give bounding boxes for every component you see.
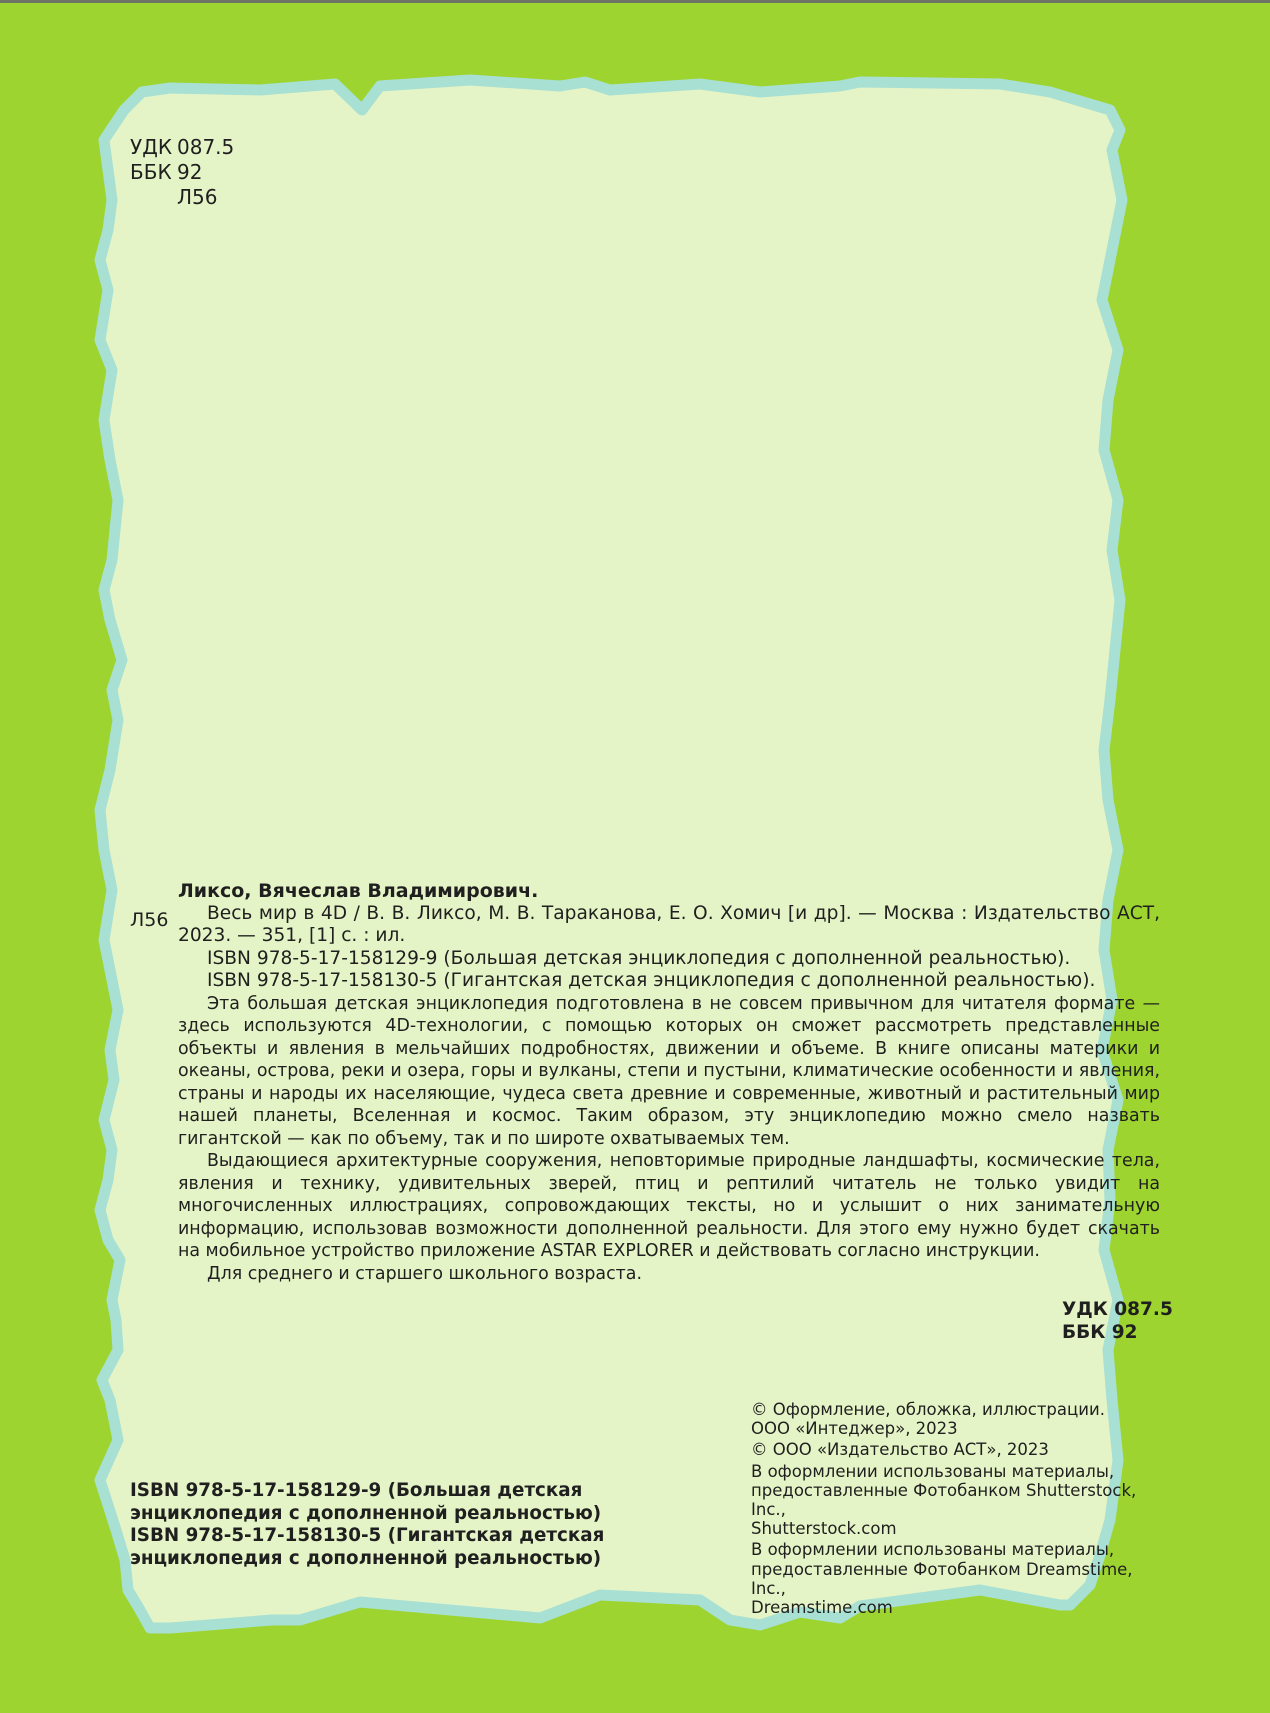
credit-line: Shutterstock.com [751,1519,897,1539]
bottom-isbn-block [130,1480,604,1570]
classification-key: УДК [130,135,173,159]
copyright-line: © ООО «Издательство АСТ», 2023 [751,1440,1049,1460]
udk-code: УДК 087.5 [1062,1299,1173,1320]
credit-line: предоставленные Фотобанком Dreamstime, Inc., [751,1559,1133,1598]
record-author: Ликсо, Вячеслав Владимирович. [178,880,539,902]
top-classification [130,135,234,210]
record-audience: Для среднего и старшего школьного возраста. [207,1263,642,1284]
classification-row-author-code [130,185,234,210]
copyright-line: © Оформление, обложка, иллюстрации. [751,1400,1105,1419]
record-isbn-2: ISBN 978-5-17-158130-5 (Гигантская детская энциклопедия с дополненной реальностью). [207,970,1096,991]
dreamstime-credit [751,1540,1171,1617]
record-annotation-2: Выдающиеся архитектурные сооружения, неповторимые природные ландшафты, космические тела, явления и технику, удивительных зверей, птиц и рептилий читатель не только увидит на многочисленных иллюстрациях, сопровождающих тексты, но и услышит о них занимательную информацию, использовав возможности дополненной реальности. Для этого ему нужно будет скачать на мобильное устройство приложение ASTAR EXPLORER и действовать согласно инструкции. [178,1151,1160,1261]
author-code-side: Л56 [130,909,169,931]
bottom-classification [1062,1298,1173,1344]
record-title-line: Весь мир в 4D / В. В. Ликсо, М. В. Тараканова, Е. О. Хомич [и др]. — Москва : Издательство АСТ, 2023. — 351, [1] с. : ил. [178,902,1160,946]
shutterstock-credit [751,1462,1171,1539]
bbk-code: ББК 92 [1062,1322,1138,1343]
isbn-line: энциклопедия с дополненной реальностью) [130,1502,602,1524]
isbn-line: ISBN 978-5-17-158129-9 (Большая детская [130,1480,583,1501]
bibliographic-record [178,880,1160,1285]
credit-line: В оформлении использованы материалы, [751,1540,1115,1560]
torn-paper-shape [100,80,1122,1628]
credit-line: предоставленные Фотобанком Shutterstock, Inc., [751,1480,1137,1520]
classification-value: Л56 [177,185,218,209]
isbn-line: энциклопедия с дополненной реальностью) [130,1547,602,1569]
classification-value: 087.5 [177,135,235,159]
record-isbn-1: ISBN 978-5-17-158129-9 (Большая детская энциклопедия с дополненной реальностью). [207,947,1071,969]
copyright-block [751,1400,1171,1617]
record-annotation-1: Эта большая детская энциклопедия подготовлена в не совсем привычном для читателя формате — здесь используются 4D-технологии, с помощью которых он сможет рассмотреть представленные объекты и явления в мельчайших подробностях, движении и объеме. В книге описаны материки и океаны, острова, реки и озера, горы и вулканы, степи и пустыни, климатические особенности и явления, страны и народы их населяющие, чудеса света древние и современные, животный и растительный мир нашей планеты, Вселенная и космос. Таким образом, эту энциклопедию можно смело назвать гигантской — как по объему, так и по широте охватываемых тем. [178,993,1160,1149]
credit-line: Dreamstime.com [751,1598,893,1618]
classification-key: ББК [130,160,172,184]
classification-row-udk [130,135,234,160]
classification-value: 92 [177,160,203,184]
credit-line: В оформлении использованы материалы, [751,1461,1115,1481]
classification-row-bbk [130,160,234,185]
isbn-line: ISBN 978-5-17-158130-5 (Гигантская детская [130,1525,605,1546]
copyright-line: ООО «Интеджер», 2023 [751,1419,958,1439]
classification-key [130,185,177,210]
